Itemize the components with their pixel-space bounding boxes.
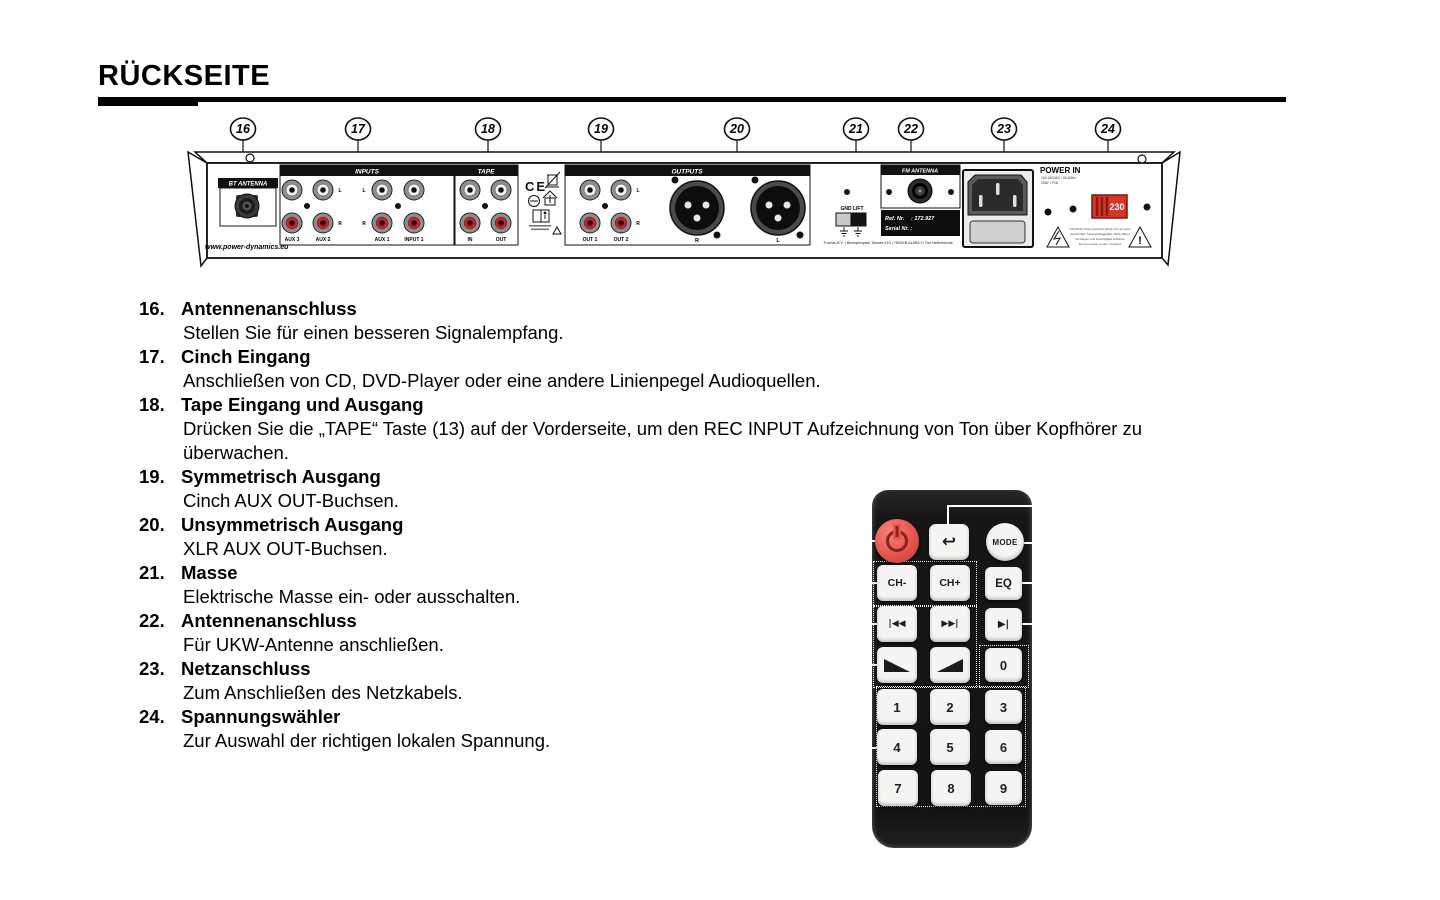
item-number: 24. [139, 706, 165, 727]
eq-label: EQ [995, 577, 1012, 590]
digit-4-button [877, 729, 917, 765]
item-list [139, 297, 1299, 753]
power-icon [886, 530, 908, 552]
ch-minus-label: CH- [887, 577, 907, 589]
list-item [139, 561, 1299, 609]
screw [752, 177, 759, 184]
xlr-label: L [776, 238, 780, 244]
ref-plate [881, 210, 960, 236]
ce-mark: CE [524, 179, 548, 194]
title-rule [98, 97, 1286, 102]
digit-label: 4 [893, 739, 901, 755]
item-description: Anschließen von CD, DVD-Player oder eine andere Linienpegel Audioquellen. [183, 370, 821, 391]
power-in-label: POWER IN [1040, 166, 1081, 175]
callout-number: 20 [730, 122, 744, 136]
previous-track-icon: |◀◀ [888, 619, 906, 629]
fm-antenna-connector [881, 165, 969, 236]
channel-label: L [636, 188, 640, 194]
previous-button [877, 606, 917, 642]
digit-5-button [930, 729, 970, 765]
item-number: 19. [139, 466, 165, 487]
jack-label: IN [467, 237, 473, 243]
xlr-output-l [751, 181, 805, 235]
screw-hole [1138, 155, 1146, 163]
volume-down-icon [884, 659, 910, 672]
list-item [139, 393, 1299, 465]
page-title: RÜCKSEITE [98, 60, 271, 92]
website-text: www.power-dynamics.eu [205, 244, 289, 251]
item-number: 17. [139, 346, 165, 367]
caution-text: Do not expose to rain / moisture [1078, 242, 1122, 246]
digit-6-button [985, 730, 1022, 764]
item-title: Antennenanschluss [181, 610, 357, 631]
exclamation-icon: ! [1138, 235, 1142, 247]
item-title: Netzanschluss [181, 658, 311, 679]
jack-label: OUT [495, 237, 507, 243]
item-title: Cinch Eingang [181, 346, 311, 367]
callout-number: 16 [236, 122, 250, 136]
jack-label: OUT 2 [613, 237, 629, 243]
play-pause-icon: ▶| [997, 619, 1010, 630]
screw [602, 203, 608, 209]
list-item [139, 465, 1299, 513]
screw [672, 177, 679, 184]
item-title: Antennenanschluss [181, 298, 357, 319]
jack-label: AUX 1 [374, 237, 390, 243]
caution-text: CAUTION: Risk of electric shock. Do not open [1069, 227, 1131, 231]
gnd-lift-label: GND LIFT [840, 206, 864, 212]
list-item [139, 345, 1299, 393]
digit-9-button [985, 771, 1022, 805]
callout-number: 24 [1101, 122, 1115, 136]
digit-2-button [930, 689, 970, 725]
screw [948, 189, 954, 195]
screw [1045, 209, 1052, 216]
mode-label: MODE [992, 537, 1018, 547]
title-rule-accent [98, 97, 198, 106]
outputs-label: OUTPUTS [671, 168, 703, 176]
item-description: Zur Auswahl der richtigen lokalen Spannung. [183, 730, 551, 751]
callout-line [947, 505, 1032, 507]
volume-up-icon [937, 659, 963, 672]
digit-label: 5 [946, 739, 954, 755]
callout-number: 18 [481, 122, 495, 136]
screw [1070, 206, 1077, 213]
callout-number: 17 [351, 122, 365, 136]
list-item [139, 657, 1299, 705]
list-item [139, 705, 1299, 753]
callout-number: 22 [904, 122, 918, 136]
callout-number: 23 [997, 122, 1011, 136]
jack-label: AUX 3 [284, 237, 300, 243]
item-number: 20. [139, 514, 165, 535]
item-number: 18. [139, 394, 165, 415]
power-inlet [963, 170, 1033, 247]
digit-label: 0 [999, 657, 1008, 673]
bt-antenna-label: BT ANTENNA [228, 181, 268, 188]
callout-number: 19 [594, 122, 608, 136]
power-spec: 10AF / F1A [1041, 181, 1059, 185]
play-pause-button [985, 608, 1022, 641]
item-number: 21. [139, 562, 165, 583]
screw [482, 203, 488, 209]
item-title: Spannungswähler [181, 706, 341, 727]
caution-text: Vor Regen und Feuchtigkeit schützen [1075, 237, 1125, 241]
callout-line [1022, 582, 1032, 584]
ch-minus-button [877, 565, 917, 601]
item-description: Für UKW-Antenne anschließen. [183, 634, 444, 655]
item-description: Cinch AUX OUT-Buchsen. [183, 490, 399, 511]
digit-7-button [878, 770, 918, 806]
screw [714, 232, 721, 239]
power-spec: 100-240VAC / 50-60Hz [1041, 176, 1076, 180]
list-item [139, 297, 1299, 345]
mode-button [986, 523, 1024, 561]
screw [844, 189, 850, 195]
item-description: Zum Anschließen des Netzkabels. [183, 682, 463, 703]
power-button [875, 519, 919, 563]
list-item [139, 513, 1299, 561]
screw [797, 232, 804, 239]
digit-label: 9 [999, 780, 1008, 796]
ch-plus-label: CH+ [939, 577, 961, 589]
screw [304, 203, 310, 209]
digit-1-button [877, 689, 917, 725]
digit-label: 1 [893, 699, 901, 715]
screw [395, 203, 401, 209]
fm-antenna-label: FM ANTENNA [901, 168, 939, 175]
digit-label: 8 [947, 780, 955, 796]
digit-8-button [931, 770, 971, 806]
channel-label: L [338, 188, 342, 194]
callout-bubbles [231, 118, 1121, 140]
tape-label: TAPE [477, 168, 495, 176]
caution-text: ACHTUNG: Stromschlaggefahr. Nicht öffnen [1070, 232, 1130, 236]
item-title: Masse [181, 562, 238, 583]
volume-up-button [930, 647, 970, 683]
eq-button [985, 567, 1022, 600]
screw-hole [246, 154, 254, 162]
channel-label: R [338, 221, 342, 227]
screw [1144, 204, 1151, 211]
ch-plus-button [930, 565, 970, 601]
callout-line [1022, 623, 1032, 625]
voltage-value: 230 [1109, 202, 1125, 212]
rear-panel-diagram [185, 115, 1185, 268]
item-description: überwachen. [183, 442, 289, 463]
return-button [929, 524, 969, 560]
digit-label: 3 [999, 699, 1008, 715]
callout-number: 21 [849, 122, 863, 136]
callout-line [947, 505, 949, 525]
callout-line [1024, 542, 1032, 544]
list-item [139, 609, 1299, 657]
manufacturer-address: Tronios B.V. | Bedrijvenpark Twente 415 | 7602KB ALMELO The Netherlands [823, 241, 953, 245]
item-title: Tape Eingang und Ausgang [181, 394, 424, 415]
digit-0-button [985, 648, 1022, 682]
next-button [930, 606, 970, 642]
ref-nr-label: Ref. Nr. [885, 216, 905, 222]
channel-label: R [636, 221, 640, 227]
channel-label: R [362, 221, 366, 227]
xlr-label: R [695, 238, 699, 244]
item-title: Unsymmetrisch Ausgang [181, 514, 404, 535]
serial-nr-label: Serial Nr. : [885, 226, 913, 232]
volume-down-button [877, 647, 917, 683]
inputs-label: INPUTS [355, 168, 379, 176]
item-description: Elektrische Masse ein- oder ausschalten. [183, 586, 521, 607]
digit-label: 7 [894, 780, 902, 796]
next-track-icon: ▶▶| [941, 619, 959, 629]
jack-label: INPUT 1 [404, 237, 424, 243]
item-number: 23. [139, 658, 165, 679]
digit-label: 2 [946, 699, 954, 715]
bt-antenna-connector [218, 178, 278, 226]
channel-label: L [362, 188, 366, 194]
item-description: Drücken Sie die „TAPE“ Taste (13) auf der Vorderseite, um den REC INPUT Aufzeichnung von Ton über Kopfhörer zu [183, 418, 1143, 439]
item-description: XLR AUX OUT-Buchsen. [183, 538, 388, 559]
screw [886, 189, 892, 195]
digit-label: 6 [999, 739, 1008, 755]
digit-3-button [985, 690, 1022, 724]
item-title: Symmetrisch Ausgang [181, 466, 381, 487]
jack-label: OUT 1 [582, 237, 598, 243]
jack-label: AUX 2 [315, 237, 331, 243]
xlr-output-r [670, 181, 724, 235]
item-number: 22. [139, 610, 165, 631]
remote-control [872, 490, 1032, 848]
item-description: Stellen Sie für einen besseren Signalempfang. [183, 322, 564, 343]
ref-nr-value: : 172.927 [911, 216, 935, 222]
item-number: 16. [139, 298, 165, 319]
return-icon: ↩ [941, 532, 957, 552]
